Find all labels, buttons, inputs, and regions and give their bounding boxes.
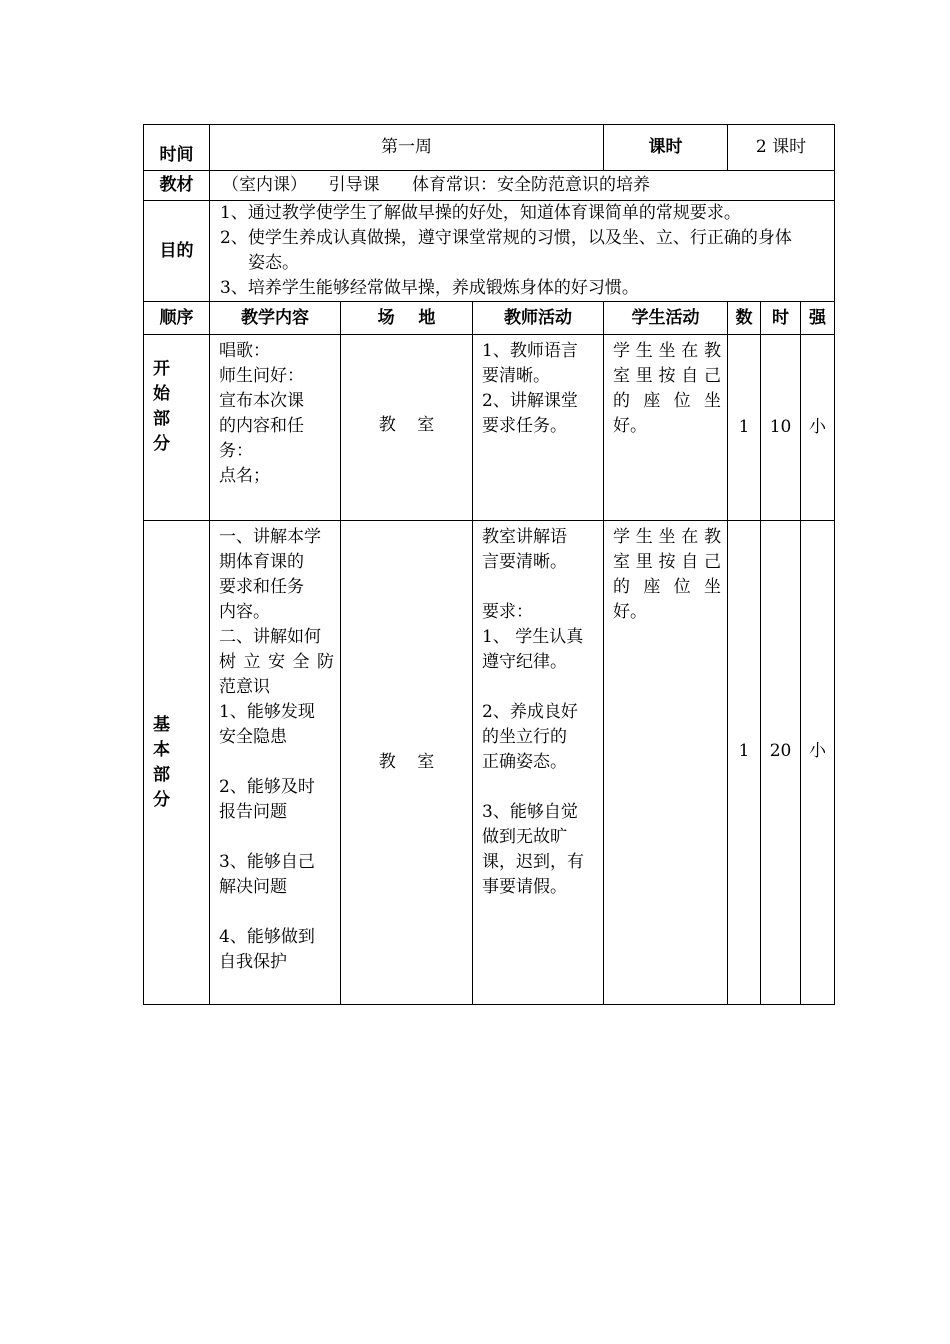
purpose-label: 目的 [144,201,210,302]
label-char: 分 [153,789,170,810]
label-char: 基 [153,714,170,735]
student-cell [604,335,728,521]
content-line: 期体育课的 [219,552,304,572]
content-line: 3、能够自己 [219,852,315,872]
student-cell [604,521,728,1005]
label-char: 分 [153,434,170,454]
hours-value: 2 课时 [728,125,835,171]
venue-cell: 教 室 [341,335,473,521]
teacher-line: 1、 学生认真 [482,627,584,647]
teacher-line: 的坐立行的 [482,727,567,747]
teacher-spacer [482,575,597,600]
col-intensity: 强 [801,302,835,335]
student-line: 室里按自己 [613,552,722,572]
content-line: 自我保护 [219,952,287,972]
teacher-spacer [482,675,597,700]
content-line: 点名； [219,466,270,486]
col-student: 学生活动 [604,302,728,335]
col-content: 教学内容 [210,302,341,335]
content-line: 2、能够及时 [219,777,315,797]
teacher-spacer [482,775,597,800]
purpose-text [210,201,835,302]
content-spacer [219,825,334,850]
content-spacer [219,750,334,775]
lesson-plan-table [143,124,835,1005]
label-char: 始 [153,384,170,404]
content-line: 树立安全防 [219,652,334,672]
section-label [144,521,210,1005]
teacher-cell [473,521,604,1005]
student-line: 室里按自己 [613,366,722,386]
time-label: 时间 [144,125,210,171]
teacher-line: 1、教师语言 [482,341,578,361]
content-cell [210,335,341,521]
content-line: 一、讲解本学 [219,527,321,547]
teacher-line: 课，迟到，有 [482,852,584,872]
section-basic-row [144,521,835,1005]
label-char: 部 [153,409,170,429]
label-char: 开 [153,359,170,379]
content-line: 4、能够做到 [219,927,315,947]
teacher-line: 2、讲解课堂 [482,391,578,411]
teacher-line: 做到无故旷 [482,827,567,847]
column-header-row [144,302,835,335]
label-char: 本 [153,739,170,760]
venue-cell: 教 室 [341,521,473,1005]
label-char: 部 [153,764,170,785]
content-line: 宣布本次课 [219,391,304,411]
content-line: 范意识 [219,677,270,697]
count-cell: 1 [728,521,761,1005]
count-cell: 1 [728,335,761,521]
student-line: 的 座 位 坐 [613,391,722,411]
content-line: 师生问好： [219,366,304,386]
intensity-cell: 小 [801,335,835,521]
content-line: 的内容和任 [219,416,304,436]
teacher-line: 遵守纪律。 [482,652,567,672]
hours-label: 课时 [604,125,728,171]
material-label: 教材 [144,171,210,201]
col-time: 时 [761,302,801,335]
teacher-line: 要求： [482,602,533,622]
teacher-line: 教室讲解语 [482,527,567,547]
student-line: 好。 [613,416,648,436]
student-line: 好。 [613,602,648,622]
teacher-cell [473,335,604,521]
content-spacer [219,900,334,925]
content-line: 二、讲解如何 [219,627,321,647]
col-count: 数 [728,302,761,335]
teacher-line: 事要请假。 [482,877,567,897]
material-row [144,171,835,201]
student-line: 学生坐在教 [613,527,722,547]
content-line: 1、能够发现 [219,702,315,722]
purpose-row [144,201,835,302]
purpose-line: 3、培养学生能够经常做早操，养成锻炼身体的好习惯。 [220,278,639,298]
teacher-line: 要求任务。 [482,416,567,436]
intensity-cell: 小 [801,521,835,1005]
col-teacher: 教师活动 [473,302,604,335]
teacher-line: 2、养成良好 [482,702,578,722]
content-line: 内容。 [219,602,270,622]
col-venue: 场 地 [341,302,473,335]
time-cell: 20 [761,521,801,1005]
content-cell [210,521,341,1005]
teacher-line: 言要清晰。 [482,552,567,572]
purpose-line: 姿态。 [248,253,299,273]
content-line: 务： [219,441,253,461]
time-cell: 10 [761,335,801,521]
col-order: 顺序 [144,302,210,335]
teacher-line: 正确姿态。 [482,752,567,772]
content-line: 安全隐患 [219,727,287,747]
section-label [144,335,210,521]
teacher-line: 3、能够自觉 [482,802,578,822]
content-line: 报告问题 [219,802,287,822]
student-line: 的 座 位 坐 [613,577,722,597]
content-line: 要求和任务 [219,577,304,597]
student-line: 学生坐在教 [613,341,722,361]
time-row [144,125,835,171]
week-value: 第一周 [210,125,604,171]
content-line: 唱歌： [219,341,270,361]
purpose-line: 1、通过教学使学生了解做早操的好处，知道体育课简单的常规要求。 [220,203,741,223]
teacher-line: 要清晰。 [482,366,550,386]
purpose-line: 2、使学生养成认真做操，遵守课堂常规的习惯，以及坐、立、行正确的身体 [220,228,792,248]
section-start-row [144,335,835,521]
content-line: 解决问题 [219,877,287,897]
material-value: （室内课） 引导课 体育常识：安全防范意识的培养 [210,171,835,201]
